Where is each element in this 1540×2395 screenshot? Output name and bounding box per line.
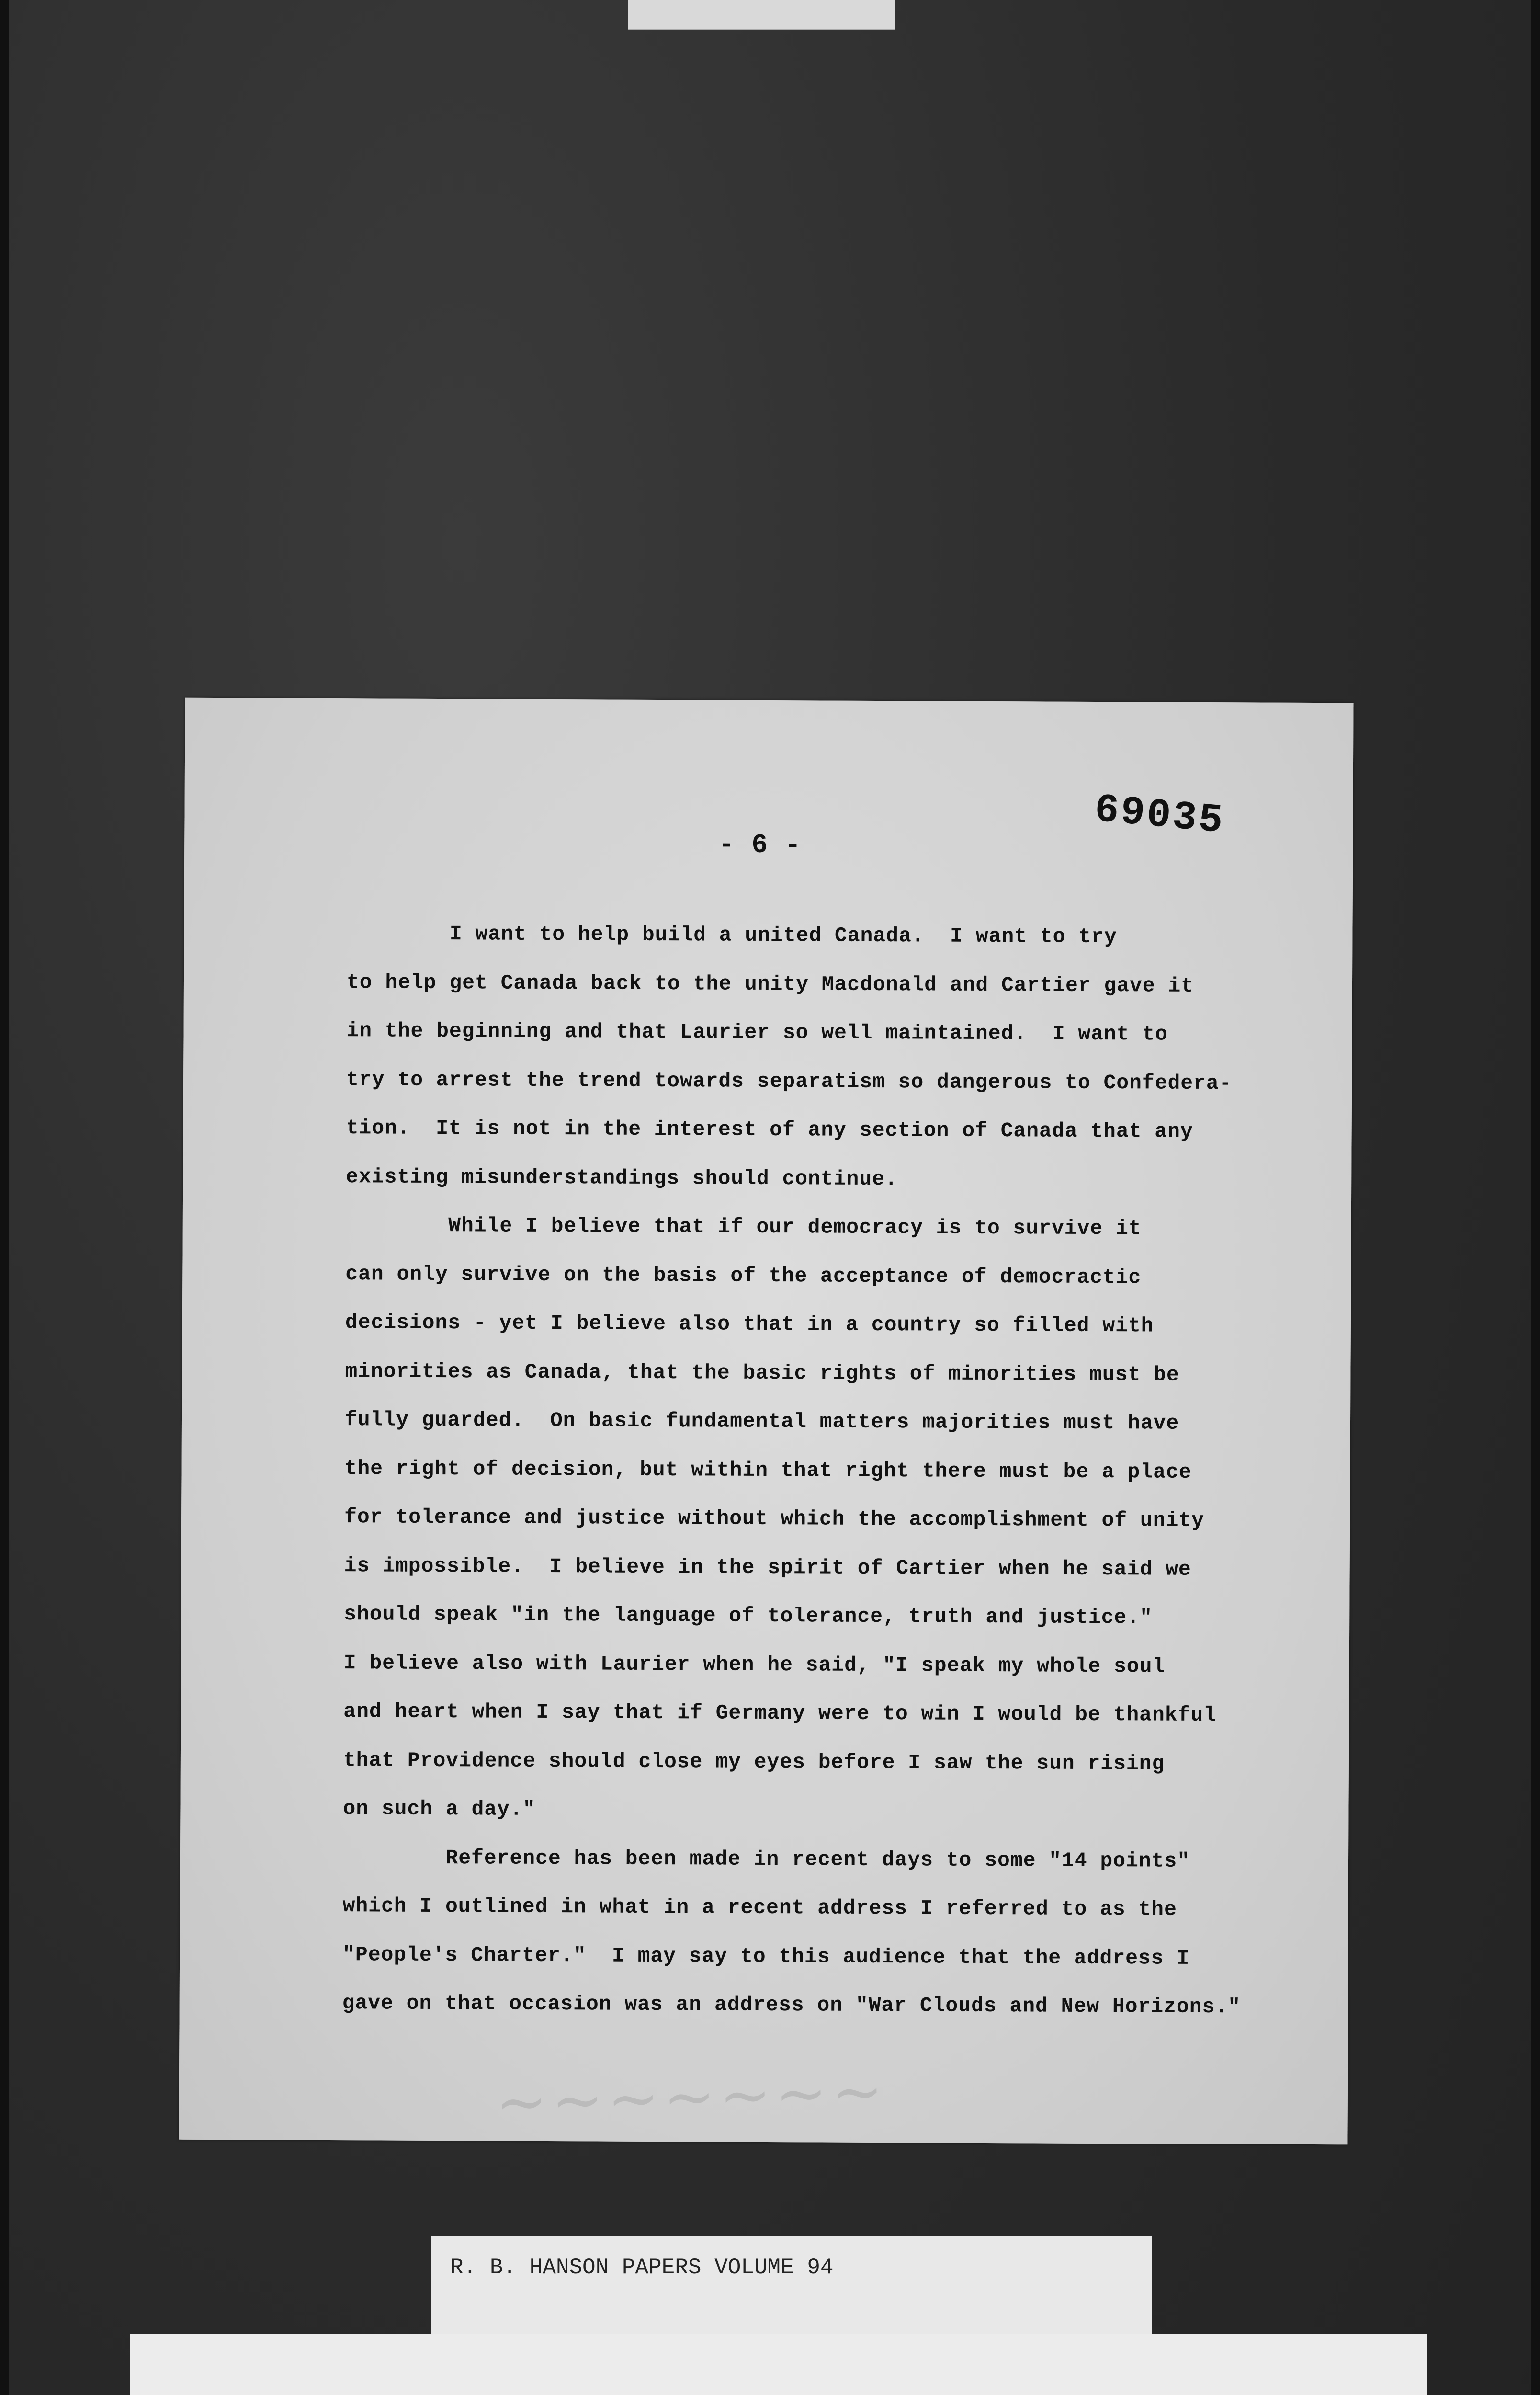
body-text [342,909,1304,2031]
volume-label-text: R. B. HANSON PAPERS VOLUME 94 [450,2255,834,2280]
paragraph-2: While I believe that if our democracy is to survive it can only survive on the basis of the acceptance of democractic decisions - yet I believe also that in a country so filled with minorities as Canada, that the basic rights of minorities must be fully guarded. On basic fundamental matters majorities must have the right of decision, but within that right there must be a place for tolerance and justice without which the accomplishment of unity is impossible. I believe in the spirit of Cartier when he said we should speak "in the language of tolerance, truth and justice." I believe also with Laurier when he said, "I speak my whole soul and heart when I say that if Germany were to win I would be thankful that Providence should close my eyes before I saw the sun rising on such a day." [343,1213,1217,1821]
document-page [179,698,1353,2145]
film-edge-right [1531,0,1540,2395]
volume-label [431,2236,1152,2336]
paragraph-3: Reference has been made in recent days to some "14 points" which I outlined in what in a recent address I referred to as the "People's Charter." I may say to this audience that the address I gave on that occasion was an address on "War Clouds and New Horizons." [342,1845,1241,2019]
faint-stamp-mark: ~~~~~~~ [494,2054,888,2139]
film-edge-left [0,0,9,2395]
stamp-number: 69035 [1092,787,1227,844]
paragraph-1: I want to help build a united Canada. I want to try to help get Canada back to the unity Macdonald and Cartier gave it in the beginning and that Laurier so well maintained. I want to try to arrest the trend towards separatism so dangerous to Confedera- tion. It is not in the interest of any section of Canada that any existing misunderstandings should continue. [346,922,1232,1191]
top-tab [628,0,895,30]
page-number: - 6 - [718,829,802,861]
archives-card [130,2334,1427,2395]
